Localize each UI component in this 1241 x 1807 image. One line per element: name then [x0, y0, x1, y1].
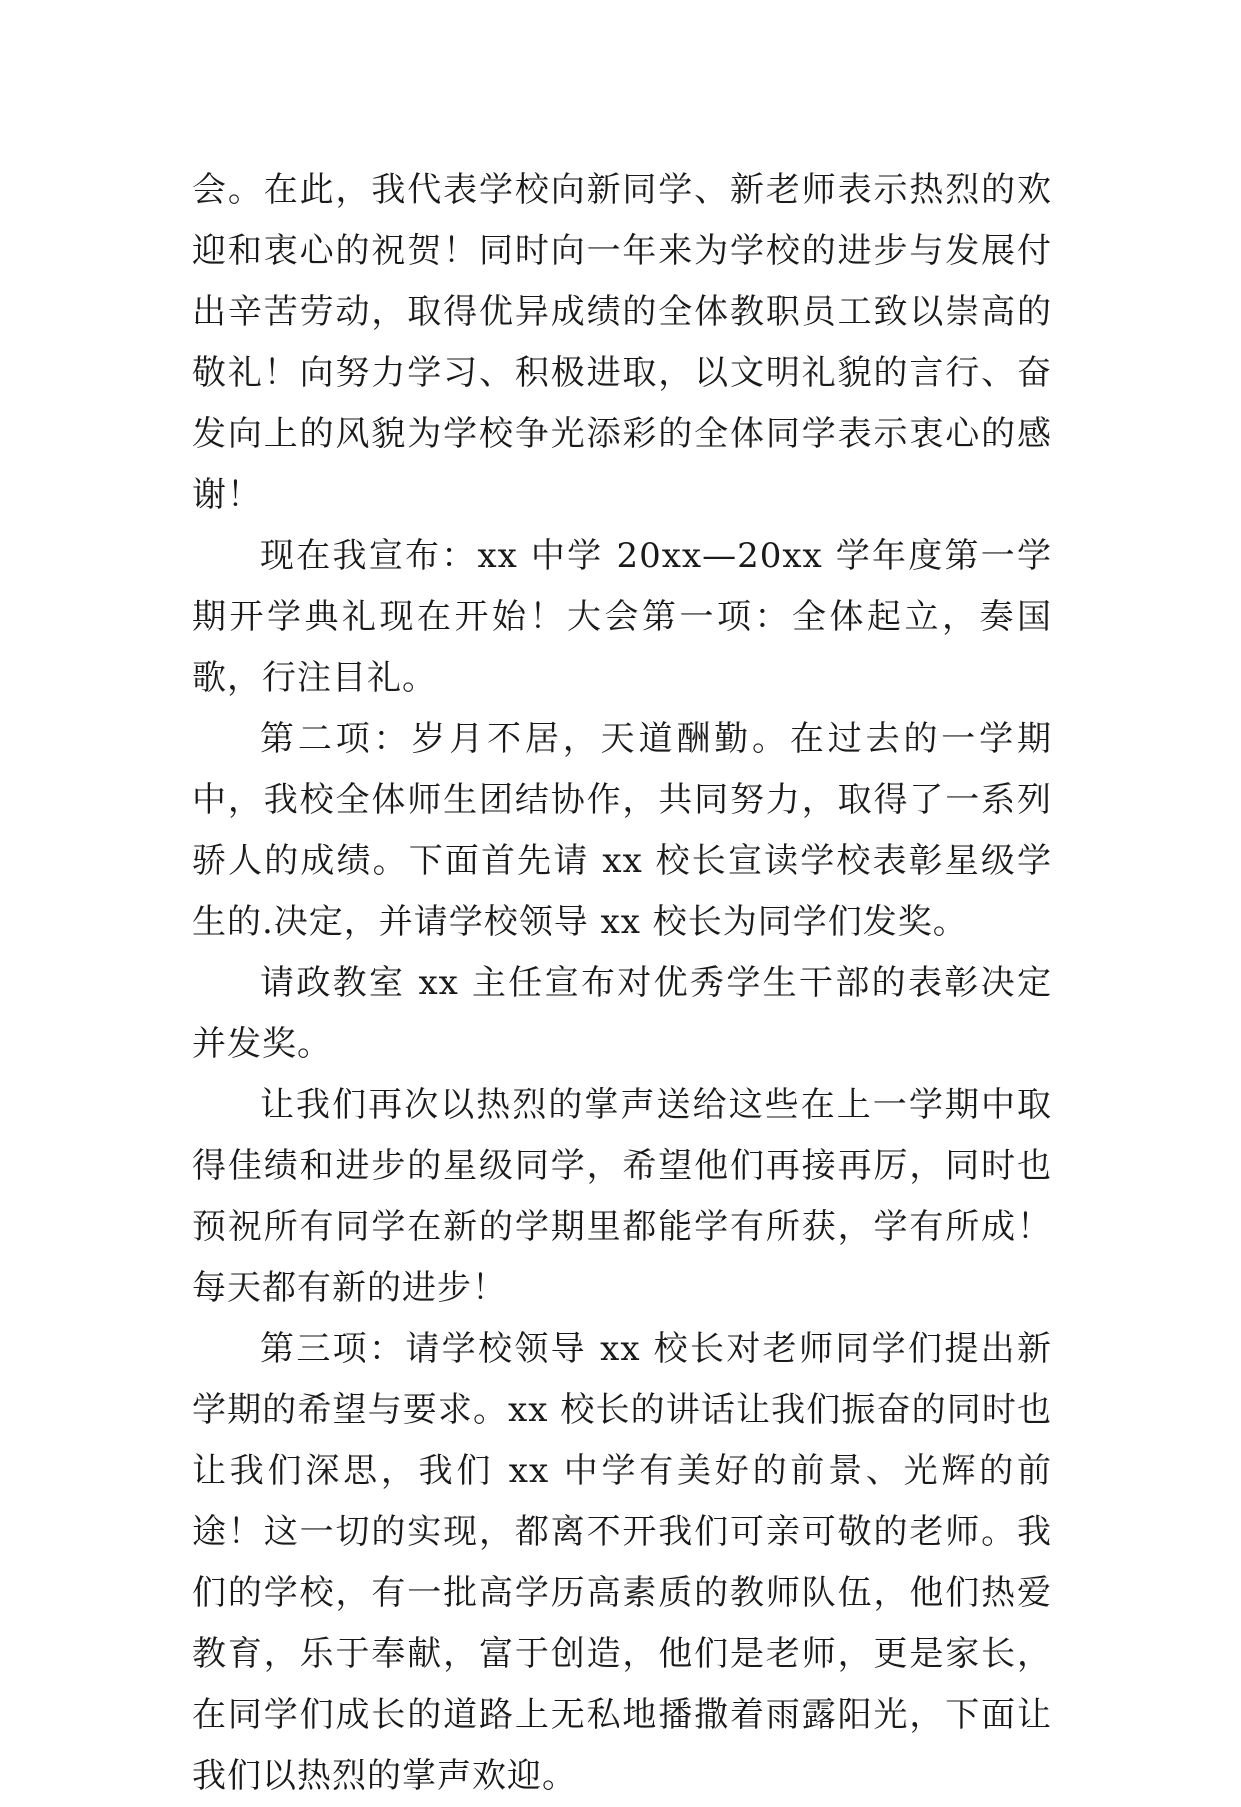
- document-body: [192, 160, 1052, 1807]
- paragraph-opening-announcement: 现在我宣布：xx 中学 20xx—20xx 学年度第一学期开学典礼现在开始！大会第一项：全体起立，奏国歌，行注目礼。: [192, 536, 1052, 698]
- paragraph-student-cadre-award: 请政教室 xx 主任宣布对优秀学生干部的表彰决定并发奖。: [192, 963, 1052, 1064]
- paragraph-item-three: 第三项：请学校领导 xx 校长对老师同学们提出新学期的希望与要求。xx 校长的讲话让我们振奋的同时也让我们深思，我们 xx 中学有美好的前景、光辉的前途！这一切的实现，都离不开我们可亲可敬的老师。我们的学校，有一批高学历高素质的教师队伍，他们热爱教育，乐于奉献，富于创造，他们是老师，更是家长，在同学们成长的道路上无私地播撒着雨露阳光，下面让我们以热烈的掌声欢迎。: [192, 1329, 1052, 1796]
- paragraph-continued-welcome: 会。在此，我代表学校向新同学、新老师表示热烈的欢迎和衷心的祝贺！同时向一年来为学校的进步与发展付出辛苦劳动，取得优异成绩的全体教职员工致以崇高的敬礼！向努力学习、积极进取，以文明礼貌的言行、奋发向上的风貌为学校争光添彩的全体同学表示衷心的感谢！: [192, 170, 1052, 515]
- paragraph-item-two: 第二项：岁月不居，天道酬勤。在过去的一学期中，我校全体师生团结协作，共同努力，取得了一系列骄人的成绩。下面首先请 xx 校长宣读学校表彰星级学生的.决定，并请学校领导 xx 校长为同学们发奖。: [192, 719, 1052, 942]
- paragraph-applause: 让我们再次以热烈的掌声送给这些在上一学期中取得佳绩和进步的星级同学，希望他们再接再厉，同时也预祝所有同学在新的学期里都能学有所获，学有所成！每天都有新的进步！: [192, 1085, 1052, 1308]
